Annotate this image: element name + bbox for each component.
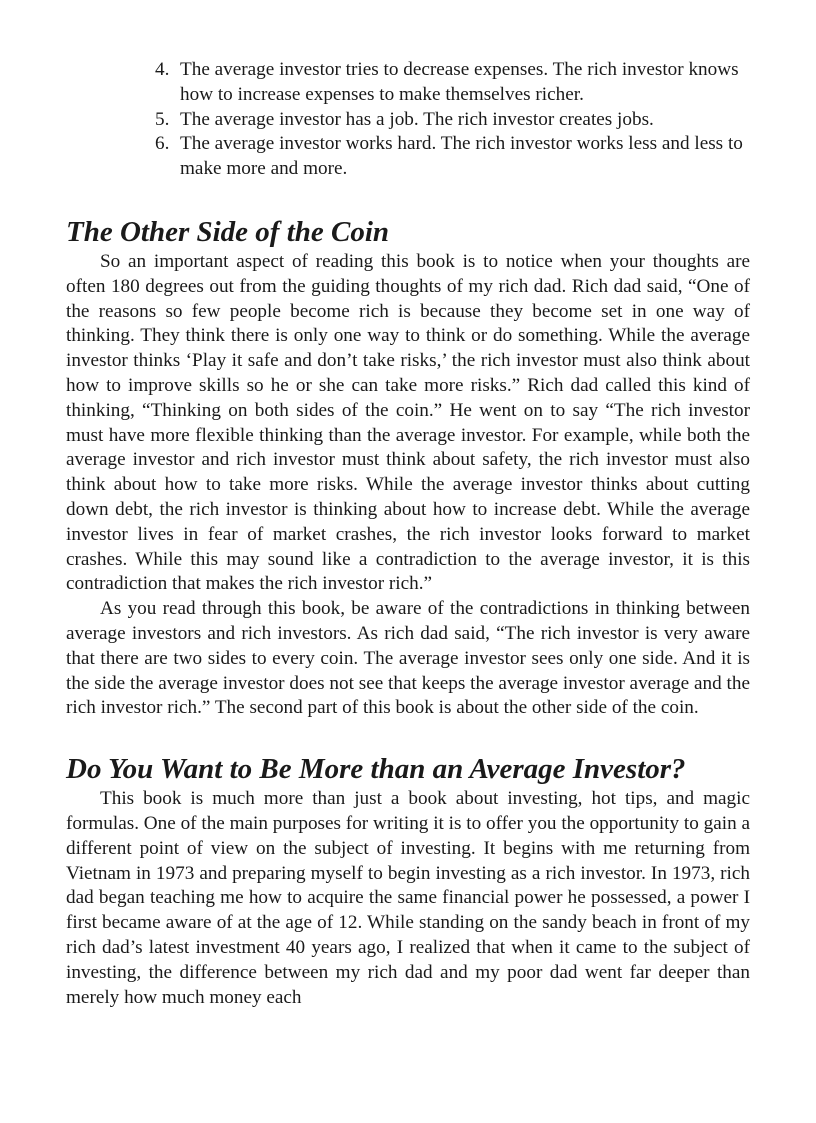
list-item-number: 6.	[155, 133, 170, 155]
list-item	[66, 58, 750, 108]
body-paragraph: This book is much more than just a book about investing, hot tips, and magic formulas. One of the main purposes for writing it is to offer you the opportunity to gain a different point of view on the subject of investing. It begins with me returning from Vietnam in 1973 and preparing myself to begin investing as a rich investor. In 1973, rich dad began teaching me how to acquire the same financial power he possessed, a power I first became aware of at the age of 12. While standing on the sandy beach in front of my rich dad’s latest investment 40 years ago, I realized that when it came to the subject of investing, the difference between my rich dad and my poor dad went far deeper than merely how much money each	[66, 788, 750, 1008]
body-paragraph: So an important aspect of reading this book is to notice when your thoughts are often 180 degrees out from the guiding thoughts of my rich dad. Rich dad said, “One of the reasons so few people become rich is because they become set in one way of thinking. They think there is only one way to think or do something. While the average investor thinks ‘Play it safe and don’t take risks,’ the rich investor must also think about how to improve skills so he or she can take more risks.” Rich dad called this kind of thinking, “Thinking on both sides of the coin.” He went on to say “The rich investor must have more flexible thinking than the average investor. For example, while both the average investor and rich investor must think about safety, the rich investor must also think about how to take more risks. While the average investor thinks about cutting down debt, the rich investor is thinking about how to increase debt. While the average investor lives in fear of market crashes, the rich investor looks forward to market crashes. While this may sound like a contradiction to the average investor, it is this contradiction that makes the rich investor rich.”	[66, 250, 750, 595]
list-item-text: The average investor tries to decrease expenses. The rich investor knows how to increase expenses to make themselves richer.	[180, 59, 739, 105]
section-heading-more-than-average: Do You Want to Be More than an Average Investor?	[66, 753, 686, 786]
book-page	[66, 58, 750, 1010]
list-item-text: The average investor has a job. The rich investor creates jobs.	[180, 108, 654, 130]
list-item	[66, 108, 750, 133]
list-item-text: The average investor works hard. The rich investor works less and less to make more and more.	[180, 133, 743, 180]
numbered-list	[66, 58, 750, 182]
list-item-number: 5.	[155, 108, 170, 130]
list-item	[66, 132, 750, 182]
list-item-number: 4.	[155, 59, 170, 80]
body-paragraph: As you read through this book, be aware of the contradictions in thinking between average investors and rich investors. As rich dad said, “The rich investor is very aware that there are two sides to every coin. The average investor sees only one side. And it is the side the average investor does not see that keeps the average investor average and the rich investor rich.” The second part of this book is about the other side of the coin.	[66, 598, 750, 719]
section-heading-other-side: The Other Side of the Coin	[66, 215, 390, 248]
